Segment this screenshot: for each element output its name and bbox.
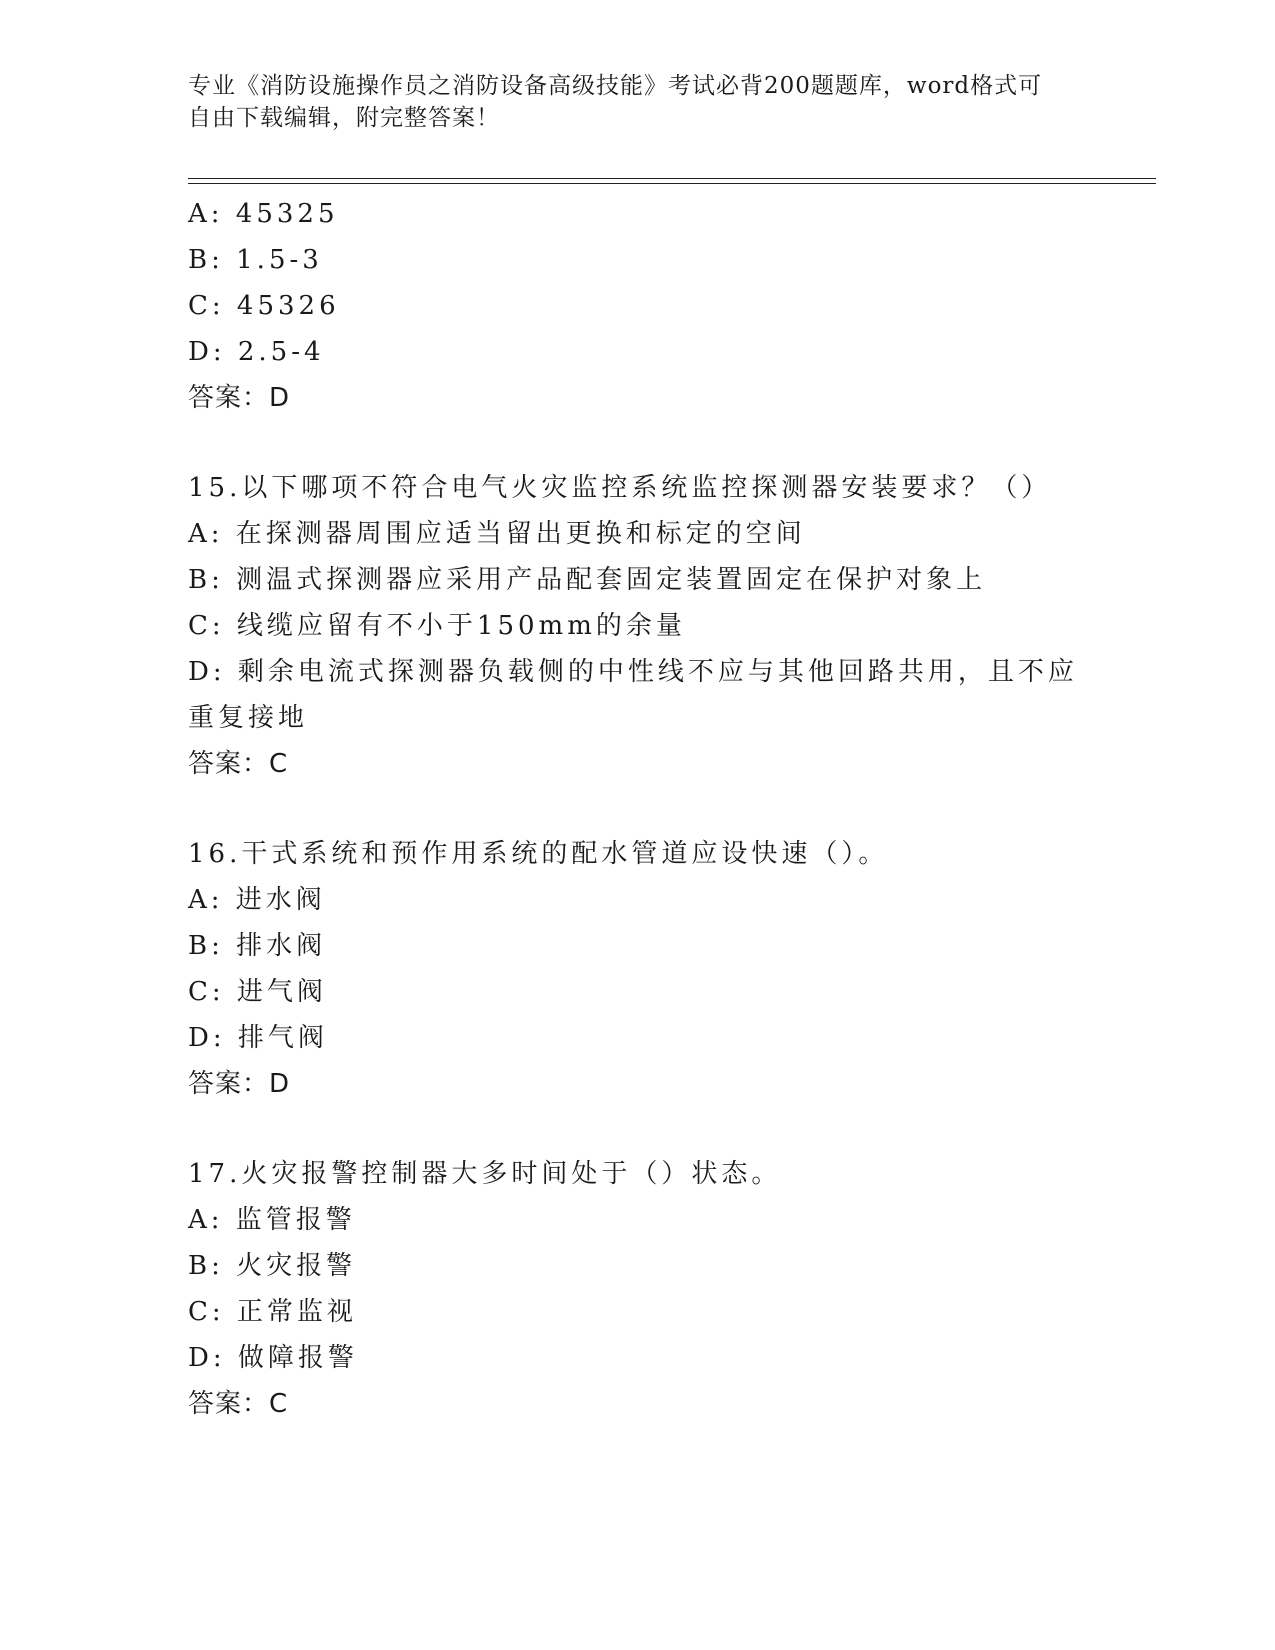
option-c: C: 线缆应留有不小于150mm的余量 [188,611,686,641]
answer: 答案：C [188,749,289,779]
question-list [188,191,1088,1427]
option-d: D: 2.5-4 [188,337,325,367]
option-b: B: 测温式探测器应采用产品配套固定装置固定在保护对象上 [188,565,987,595]
option-d: D: 剩余电流式探测器负载侧的中性线不应与其他回路共用，且不应重复接地 [188,657,1078,733]
header-divider-top [188,178,1156,179]
answer: 答案：D [188,1069,291,1099]
option-c: C: 45326 [188,291,340,321]
question-15 [188,465,1088,787]
option-a: A: 监管报警 [188,1205,356,1235]
document-header [188,70,1088,134]
option-d: D: 排气阀 [188,1023,328,1053]
option-a: A: 45325 [188,199,339,229]
question-17 [188,1151,1088,1427]
option-c: C: 正常监视 [188,1297,357,1327]
option-c: C: 进气阀 [188,977,327,1007]
question-16 [188,831,1088,1107]
question-text: 17.火灾报警控制器大多时间处于（）状态。 [188,1159,782,1189]
answer: 答案：C [188,1389,289,1419]
option-d: D: 做障报警 [188,1343,358,1373]
option-b: B: 1.5-3 [188,245,323,275]
header-divider-bottom [188,183,1156,184]
question-text: 16.干式系统和预作用系统的配水管道应设快速（）。 [188,839,889,869]
option-b: B: 火灾报警 [188,1251,357,1281]
question-14 [188,191,1088,421]
option-b: B: 排水阀 [188,931,327,961]
option-a: A: 进水阀 [188,885,326,915]
option-a: A: 在探测器周围应适当留出更换和标定的空间 [188,519,806,549]
question-text: 15.以下哪项不符合电气火灾监控系统监控探测器安装要求？（） [188,473,1052,503]
header-line-2: 自由下载编辑，附完整答案！ [188,105,500,131]
header-line-1: 专业《消防设施操作员之消防设备高级技能》考试必背200题题库，word格式可 [188,73,1043,99]
answer: 答案：D [188,383,291,413]
